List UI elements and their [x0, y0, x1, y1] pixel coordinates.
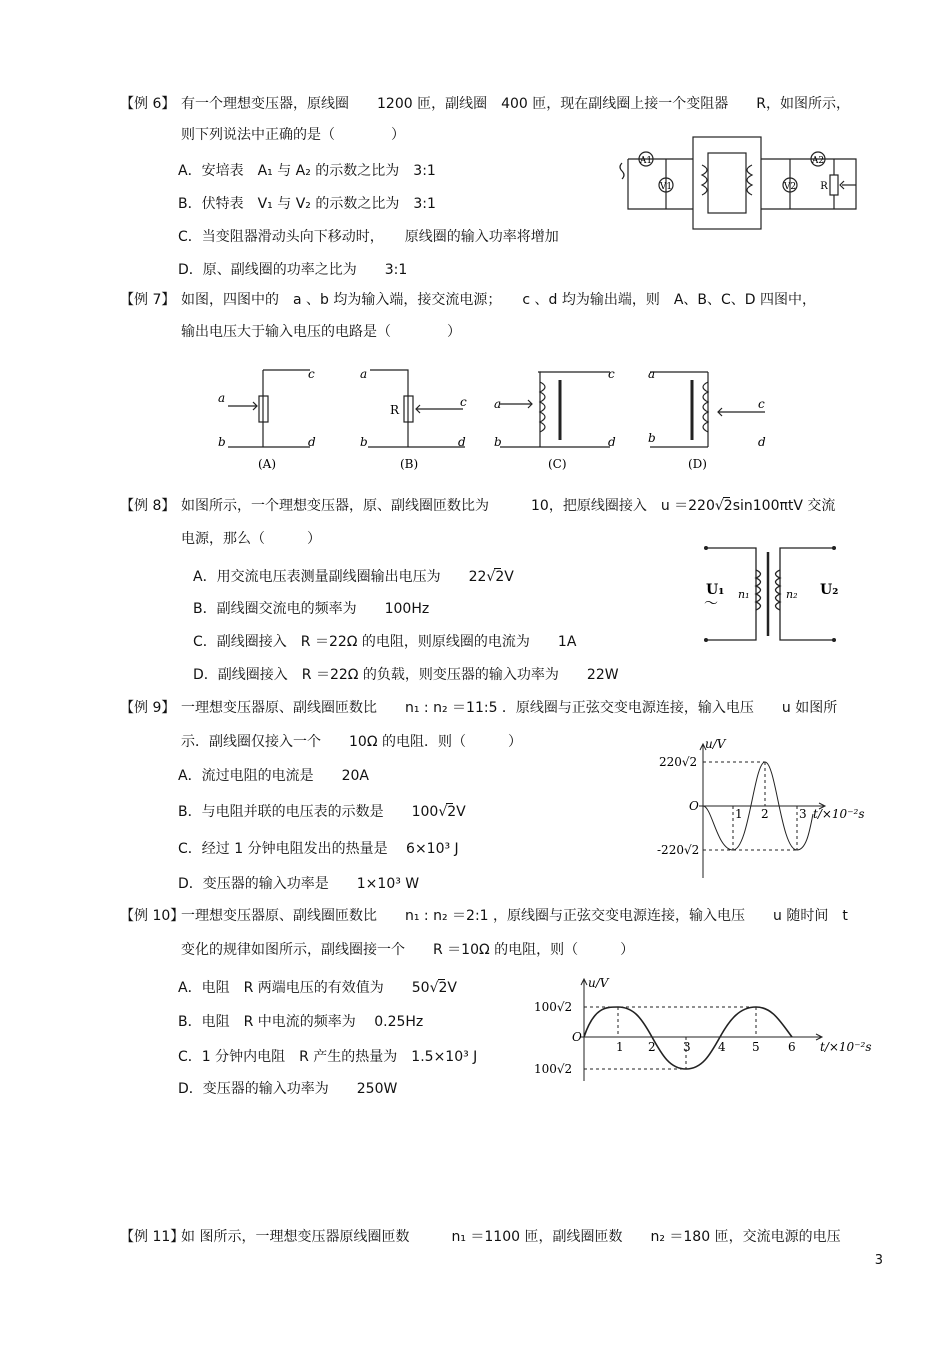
- ex8-transformer-figure: [700, 540, 850, 650]
- ex6-voltmeter2-label: V2: [783, 182, 797, 192]
- ex7-b-d-label: d: [458, 435, 466, 449]
- ex8-ac-source-icon: ～: [704, 596, 718, 612]
- ex8-q1-radicand: 2: [723, 498, 733, 514]
- ex10-tick-1: 1: [616, 1040, 624, 1054]
- ex7-a-label: a: [218, 391, 226, 405]
- ex7-b-a-label: a: [360, 367, 368, 381]
- ex7-caption-d: (D): [688, 457, 707, 471]
- ex8-option-a: [193, 568, 514, 586]
- ex7-four-circuits-figure: [210, 362, 780, 477]
- ex6-transformer-circuit-figure: [618, 135, 866, 231]
- ex10-option-c: C．1 分钟内电阻 R 产生的热量为 1.5×10³ J: [178, 1049, 478, 1065]
- ex7-c-a-label: a: [494, 397, 502, 411]
- ex7-d-label: d: [308, 435, 316, 449]
- ex10-tick-3: 3: [683, 1040, 691, 1054]
- ex7-caption-a: (A): [258, 457, 277, 471]
- sqrt-sign: √: [429, 980, 439, 996]
- ex7-d-a-label: a: [648, 367, 656, 381]
- ex8-question-line1: [181, 497, 835, 515]
- ex10-tick-5: 5: [752, 1040, 760, 1054]
- ex11-question-line1: 如 图所示，一理想变压器原线圈匝数 n₁ ＝1100 匝，副线圈匝数 n₂ ＝180 匝，交流电源的电压: [181, 1229, 841, 1245]
- ex9-question-line1: 一理想变压器原、副线圈匝数比 n₁ : n₂ ＝11:5 ．原线圈与正弦交变电源连接，输入电压 u 如图所: [181, 700, 838, 716]
- ex10-option-a: [178, 979, 457, 997]
- ex7-tag: 【例 7】: [120, 292, 176, 308]
- ex7-d-d-label: d: [758, 435, 766, 449]
- ex9-option-c: C．经过 1 分钟电阻发出的热量是 6×10³ J: [178, 841, 459, 857]
- ex8-q1-part3: sin100πtV 交流: [732, 498, 836, 514]
- ex6-option-c: C．当变阻器滑动头向下移动时， 原线圈的输入功率将增加: [178, 229, 559, 245]
- ex8-n1-label: n₁: [738, 588, 750, 601]
- ex6-option-d: D．原、副线圈的功率之比为 3:1: [178, 262, 408, 278]
- ex7-question-line1: 如图，四图中的 a 、b 均为输入端，接交流电源； c 、d 均为输出端，则 A、B、C、D 四图中，: [181, 292, 817, 308]
- page-number: 3: [874, 1253, 883, 1268]
- ex8-option-d: D．副线圈接入 R ＝22Ω 的负载，则变压器的输入功率为 22W: [193, 667, 619, 683]
- ex9-tick-3: 3: [799, 807, 807, 821]
- sqrt-sign: √: [714, 498, 724, 514]
- ex10-x-axis-label: t/×10⁻²s: [820, 1040, 872, 1054]
- ex6-question-line2: 则下列说法中正确的是（ ）: [181, 127, 405, 143]
- sqrt-sign: √: [438, 804, 448, 820]
- ex8-option-a-radicand: 2: [495, 569, 505, 585]
- ex7-caption-c: (C): [548, 457, 567, 471]
- ex10-y-axis-label: u/V: [588, 976, 609, 990]
- ex8-option-a-unit: V: [504, 569, 514, 585]
- ex9-option-b-unit: V: [456, 804, 466, 820]
- ex7-caption-b: (B): [400, 457, 419, 471]
- ex7-question-line2: 输出电压大于输入电压的电路是（ ）: [181, 324, 461, 340]
- ex8-u2-label: U₂: [820, 582, 839, 598]
- ex7-b-c-label: c: [460, 395, 467, 409]
- ex10-option-d: D．变压器的输入功率为 250W: [178, 1081, 398, 1097]
- ex6-option-b: B．伏特表 V₁ 与 V₂ 的示数之比为 3:1: [178, 196, 436, 212]
- ex6-question-line1: 有一个理想变压器，原线圈 1200 匝，副线圈 400 匝，现在副线圈上接一个变阻器 R，如图所示，: [181, 96, 850, 112]
- ex8-q1-part2: 10，把原线圈接入 u ＝220: [531, 498, 715, 514]
- ex7-c-d-label: d: [608, 435, 616, 449]
- ex10-tick-2: 2: [648, 1040, 656, 1054]
- ex8-n2-label: n₂: [786, 588, 798, 601]
- ex9-option-a: A．流过电阻的电流是 20A: [178, 768, 369, 784]
- ex9-y-axis-label: u/V: [705, 738, 726, 751]
- ex10-option-a-radicand: 2: [438, 980, 448, 996]
- ex10-option-a-text: A．电阻 R 两端电压的有效值为 50: [178, 980, 430, 996]
- ex11-tag: 【例 11】: [120, 1229, 185, 1245]
- sqrt-sign: √: [486, 569, 496, 585]
- ex7-b-label: b: [218, 435, 226, 449]
- ex10-voltage-graph: [530, 975, 875, 1085]
- ex10-tick-6: 6: [788, 1040, 796, 1054]
- ex8-q1-part1: 如图所示，一个理想变压器，原、副线圈匝数比为: [181, 498, 489, 514]
- ex9-option-b-radicand: 2: [447, 804, 457, 820]
- ex9-y-max-label: 220√2: [659, 755, 698, 769]
- ex6-resistor-label: R: [820, 181, 828, 192]
- ex8-question-line2: 电源，那么（ ）: [181, 531, 321, 547]
- ex7-resistor-label: R: [390, 403, 400, 417]
- ex6-tag: 【例 6】: [120, 96, 176, 112]
- ex6-option-a: A．安培表 A₁ 与 A₂ 的示数之比为 3:1: [178, 163, 436, 179]
- ex7-d-c-label: c: [758, 397, 765, 411]
- ex10-question-line2: 变化的规律如图所示，副线圈接一个 R ＝10Ω 的电阻，则（ ）: [181, 942, 635, 958]
- ex7-d-b-label: b: [648, 431, 656, 445]
- ex9-option-b: [178, 803, 466, 821]
- ex10-question-line1: 一理想变压器原、副线圈匝数比 n₁ : n₂ ＝2:1 ，原线圈与正弦交变电源连接，输入电压 u 随时间 t: [181, 908, 848, 924]
- ex10-tick-4: 4: [718, 1040, 726, 1054]
- ex6-ammeter1-label: A1: [639, 156, 653, 166]
- ex9-tick-1: 1: [735, 807, 743, 821]
- ex9-option-b-text: B．与电阻并联的电压表的示数是 100: [178, 804, 439, 820]
- ex9-tag: 【例 9】: [120, 700, 176, 716]
- ex9-voltage-graph: [655, 738, 870, 883]
- ex10-y-min-label: 100√2: [534, 1062, 573, 1076]
- ex8-option-c: C．副线圈接入 R ＝22Ω 的电阻，则原线圈的电流为 1A: [193, 634, 577, 650]
- ex6-voltmeter1-label: V1: [659, 182, 673, 192]
- ex6-ammeter2-label: A2: [811, 156, 825, 166]
- ex7-c-b-label: b: [494, 435, 502, 449]
- ex9-tick-2: 2: [761, 807, 769, 821]
- ex7-c-label: c: [308, 367, 315, 381]
- ex8-option-a-text: A．用交流电压表测量副线圈输出电压为 22: [193, 569, 487, 585]
- ex10-y-max-label: 100√2: [534, 1000, 573, 1014]
- ex10-origin-label: O: [572, 1030, 582, 1044]
- ex7-b-b-label: b: [360, 435, 368, 449]
- ex8-tag: 【例 8】: [120, 498, 176, 514]
- ex10-option-b: B．电阻 R 中电流的频率为 0.25Hz: [178, 1014, 424, 1030]
- ex8-u1-label: U₁: [706, 582, 725, 598]
- ex9-option-d: D．变压器的输入功率是 1×10³ W: [178, 876, 420, 892]
- ex9-origin-label: O: [689, 799, 699, 813]
- ex9-y-min-label: -220√2: [657, 843, 700, 857]
- ex9-x-axis-label: t/×10⁻²s: [813, 807, 865, 821]
- ex9-question-line2: 示．副线圈仅接入一个 10Ω 的电阻．则（ ）: [181, 734, 522, 750]
- ex7-c-c-label: c: [608, 367, 615, 381]
- ex10-tag: 【例 10】: [120, 908, 185, 924]
- ex10-option-a-unit: V: [447, 980, 457, 996]
- ex8-option-b: B．副线圈交流电的频率为 100Hz: [193, 601, 430, 617]
